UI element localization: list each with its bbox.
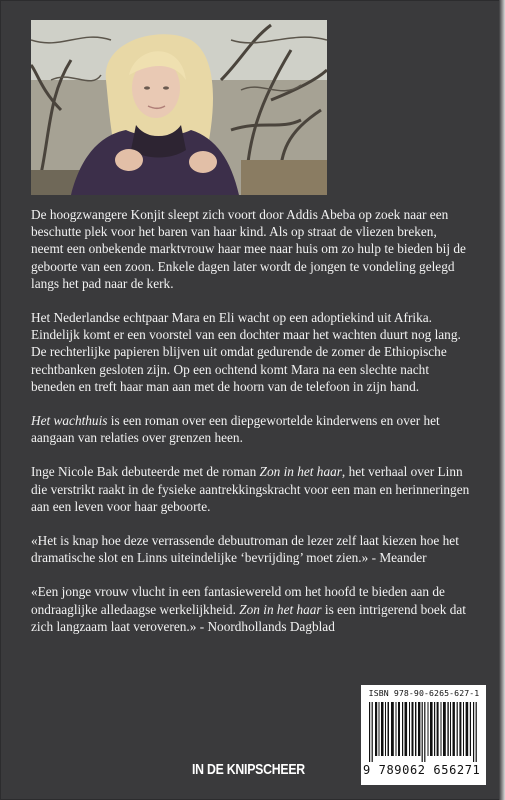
blurb-paragraph-3-text: is een roman over een diepgewortelde kinderwens en over het aangaan van relaties over grenzen heen. <box>31 413 440 446</box>
book-title: Het wachthuis <box>31 413 108 429</box>
author-bio-start: Inge Nicole Bak debuteerde met de roman <box>31 464 260 480</box>
author-bio <box>31 463 471 515</box>
blurb-paragraph-2: Het Nederlandse echtpaar Mara en Eli wacht op een adoptiekind uit Afrika. Eindelijk komt er een voorstel van een dochter maar het wachten duurt nog lang. De rechterlijke papieren blijven uit omdat gedurende de zomer de Ethiopische rechtbanken gesloten zijn. Op een ochtend komt Mara na een slechte nacht beneden en treft haar man aan met de hoorn van de telefoon in zijn hand. <box>31 310 461 394</box>
quote2-start: «Een jonge vrouw vlucht in een fantasiewereld om het hoofd te bieden aan de ondraaglijke alledaagse werkelijkheid. <box>31 584 445 617</box>
barcode-label <box>361 685 486 785</box>
isbn-text: ISBN 978-90-6265-627-1 <box>368 688 480 698</box>
author-photo <box>31 20 327 195</box>
review-quote-noordhollands <box>31 583 471 635</box>
quote2-title: Zon in het haar <box>239 601 322 617</box>
barcode-icon <box>367 702 480 762</box>
author-bio-rest: , het verhaal over Linn die verstrikt raakt in de fysieke aantrekkingskracht voor een man en herinneringen aan een leven voor haar geboorte. <box>31 464 470 514</box>
blurb-paragraph-1: De hoogzwangere Konjit sleept zich voort door Addis Abeba op zoek naar een beschutte plek voor het baren van haar kind. Als op straat de vliezen breken, neemt een onbekende marktvrouw haar mee naar huis om zo hulp te bieden bij de geboorte van een zoon. Enkele dagen later wordt de jongen te vondeling gelegd langs het pad naar de kerk. <box>31 207 466 291</box>
blurb-paragraph-3 <box>31 412 471 446</box>
blurb-text <box>31 206 471 652</box>
review-quote-meander: «Het is knap hoe deze verrassende debuutroman de lezer zelf laat kiezen hoe het dramatische slot en Linns uiteindelijke ‘bevrijding’ moet zien.» - Meander <box>31 533 459 566</box>
debut-title: Zon in het haar <box>259 464 342 480</box>
barcode-number: 9 789062 656271 <box>363 763 481 777</box>
quote2-rest: is een intrigerend boek dat zich langzaam laat veroveren.» - Noordhollands Dagblad <box>31 601 466 634</box>
publisher-logo: IN DE KNIPSCHEER <box>192 761 305 778</box>
